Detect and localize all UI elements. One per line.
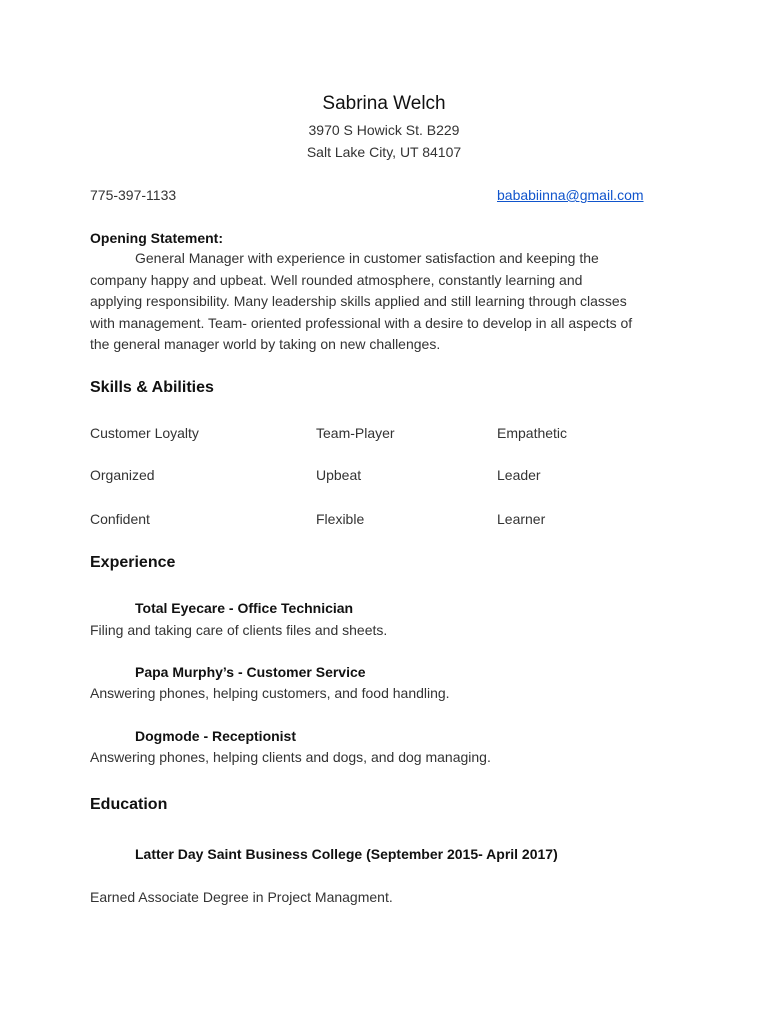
education-heading: Education	[90, 796, 168, 813]
school-name: Latter Day Saint Business College (September 2015- April 2017)	[135, 846, 558, 862]
applicant-name: Sabrina Welch	[322, 93, 446, 114]
job-description: Answering phones, helping customers, and food handling.	[90, 685, 450, 701]
skill-item: Flexible	[316, 511, 365, 527]
job-description: Filing and taking care of clients files and sheets.	[90, 622, 388, 638]
job-description: Answering phones, helping clients and dogs, and dog managing.	[90, 749, 491, 765]
job-title: Papa Murphy’s - Customer Service	[135, 664, 366, 680]
education-description: Earned Associate Degree in Project Managment.	[90, 889, 393, 905]
skill-item: Empathetic	[497, 425, 568, 441]
skill-item: Leader	[497, 467, 541, 483]
skill-item: Confident	[90, 511, 150, 527]
opening-statement-text	[90, 248, 690, 356]
email-link[interactable]: bababiinna@gmail.com	[497, 187, 644, 203]
opening-line: company happy and upbeat. Well rounded atmosphere, constantly learning and	[90, 271, 583, 288]
address-line-1: 3970 S Howick St. B229	[308, 122, 460, 138]
job-title: Total Eyecare - Office Technician	[135, 600, 354, 616]
address-line-2: Salt Lake City, UT 84107	[306, 144, 462, 160]
skill-item: Team-Player	[316, 425, 395, 441]
skills-heading: Skills & Abilities	[90, 379, 214, 396]
skill-item: Organized	[90, 467, 155, 483]
opening-statement-label: Opening Statement:	[90, 230, 224, 246]
experience-heading: Experience	[90, 554, 176, 571]
opening-line: General Manager with experience in customer satisfaction and keeping the	[135, 250, 599, 266]
skill-item: Learner	[497, 511, 546, 527]
phone-number: 775-397-1133	[90, 187, 177, 203]
opening-line: the general manager world by taking on new challenges.	[90, 336, 441, 352]
skill-item: Upbeat	[316, 467, 362, 483]
opening-line: with management. Team- oriented professional with a desire to develop in all aspects of	[90, 314, 633, 331]
opening-line: applying responsibility. Many leadership skills applied and still learning through classes	[90, 293, 627, 309]
skill-item: Customer Loyalty	[90, 425, 199, 441]
job-title: Dogmode - Receptionist	[135, 728, 297, 744]
